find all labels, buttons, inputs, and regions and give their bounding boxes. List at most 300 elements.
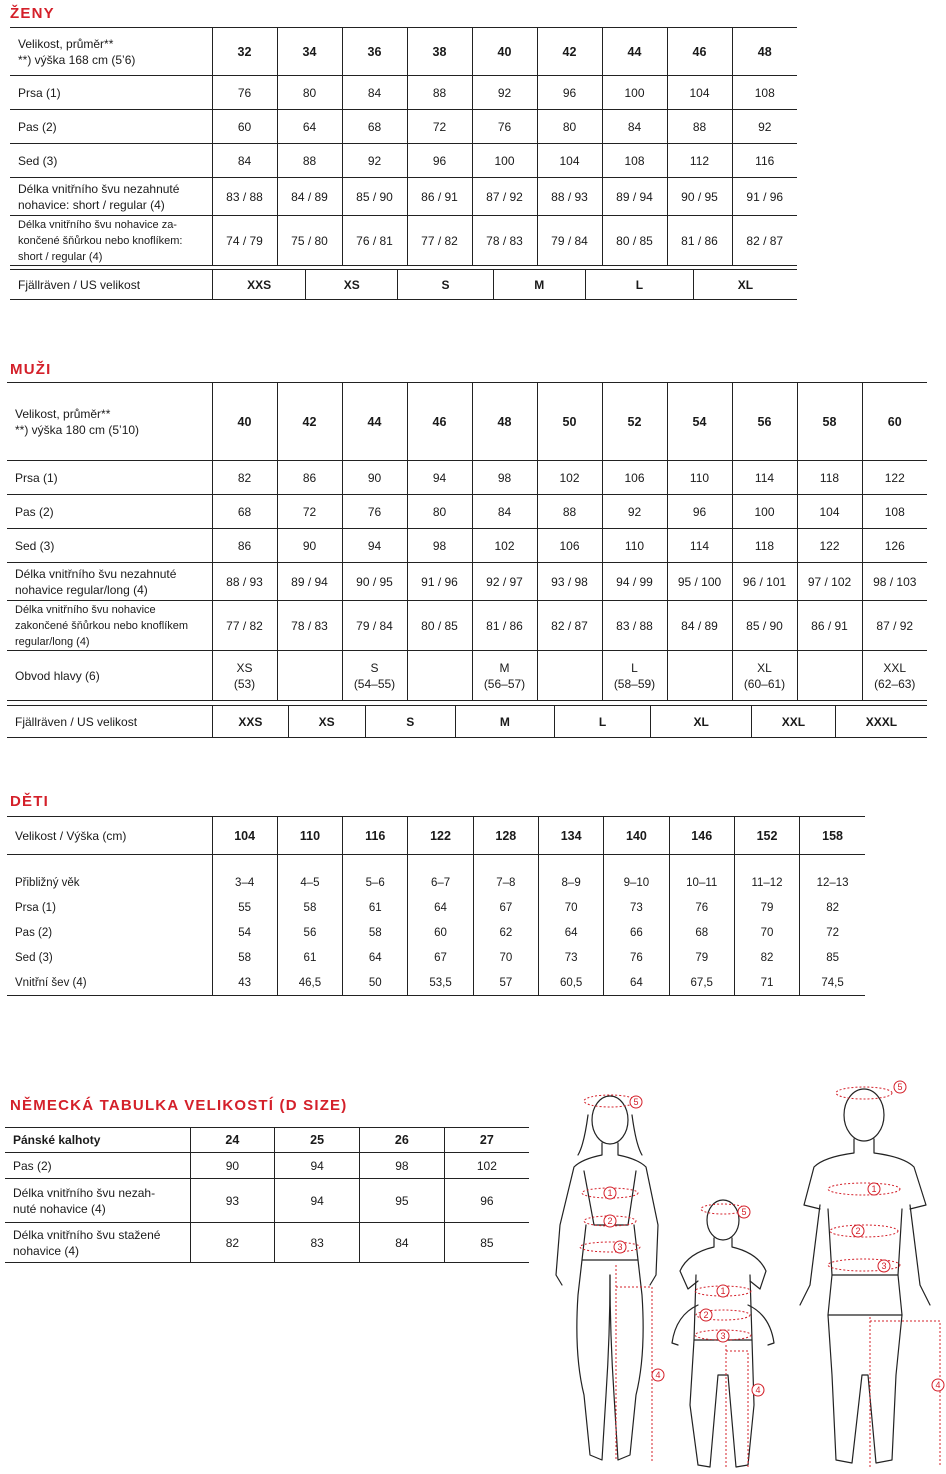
table-row [7, 563, 927, 601]
size-header: 48 [732, 28, 797, 76]
spacer-cell [669, 855, 734, 871]
table-cell: 92 [472, 76, 537, 110]
table-cell [797, 651, 862, 701]
table-cell: 122 [862, 461, 927, 495]
row-label [7, 971, 212, 996]
row-label-line: Prsa (1) [15, 470, 58, 485]
table-row [10, 216, 797, 266]
table-cell: 71 [734, 971, 799, 996]
row-label-line: Vnitřní šev (4) [15, 976, 87, 989]
us-size-label: Fjällräven / US velikost [18, 277, 141, 292]
table-cell: 7–8 [473, 871, 538, 896]
measure-marker-label: 2 [703, 1310, 709, 1320]
table-cell: 85 / 90 [342, 178, 407, 216]
table-cell: 114 [667, 529, 732, 563]
cell-line: (53) [233, 676, 256, 691]
table-cell: 106 [602, 461, 667, 495]
table-cell: 76 [669, 896, 734, 921]
measure-marker-label: 2 [855, 1226, 861, 1236]
table-cell: 58 [343, 921, 408, 946]
row-label [7, 946, 212, 971]
row-label [7, 601, 212, 651]
table-cell: 83 / 88 [212, 178, 277, 216]
table-row [7, 921, 865, 946]
table-cell: 93 / 98 [537, 563, 602, 601]
header-label-line: Pánské kalhoty [13, 1133, 101, 1147]
table-cell: 67,5 [669, 971, 734, 996]
size-header: 140 [604, 817, 669, 855]
row-label-line: Pas (2) [15, 504, 54, 519]
kids-size-table [7, 816, 865, 996]
table-cell: 108 [862, 495, 927, 529]
size-header: 158 [800, 817, 865, 855]
measure-marker-label: 4 [755, 1385, 761, 1395]
row-label-line: končené šňůrkou nebo knoflíkem: [18, 234, 183, 247]
us-size-cell: XS [305, 270, 397, 299]
table-cell [667, 651, 732, 701]
table-cell: 98 [360, 1153, 445, 1179]
row-label-line: Délka vnitřního švu nezah- [13, 1185, 156, 1200]
size-header: 42 [537, 28, 602, 76]
size-header: 52 [602, 383, 667, 461]
cell-line: (62–63) [874, 676, 916, 691]
table-cell: 72 [277, 495, 342, 529]
cell-line: (54–55) [353, 676, 396, 691]
table-cell: 66 [604, 921, 669, 946]
table-cell: 112 [667, 144, 732, 178]
measure-marker-label: 3 [617, 1242, 623, 1252]
measure-marker-label: 5 [741, 1207, 747, 1217]
row-label-line: Pas (2) [13, 1158, 52, 1173]
size-header: 134 [538, 817, 603, 855]
table-cell: 81 / 86 [667, 216, 732, 266]
table-row [7, 971, 865, 996]
spacer-cell [7, 855, 212, 871]
table-cell [407, 651, 472, 701]
header-label [5, 1128, 190, 1153]
header-label-line: **) výška 168 cm (5’6) [18, 52, 136, 67]
header-label [7, 383, 212, 461]
size-header: 36 [342, 28, 407, 76]
us-size-cell: M [493, 270, 585, 299]
us-size-cell: S [397, 270, 492, 299]
us-size-cell: XXL [751, 706, 835, 737]
table-cell: 86 [277, 461, 342, 495]
table-cell: 82 [800, 896, 865, 921]
table-cell: 79 [734, 896, 799, 921]
german-size-table [5, 1127, 529, 1263]
table-cell: 43 [212, 971, 277, 996]
table-cell: 85 [800, 946, 865, 971]
row-label-line: Délka vnitřního švu nezahnuté [18, 181, 180, 196]
table-cell: 60,5 [538, 971, 603, 996]
table-cell [537, 651, 602, 701]
table-cell [277, 651, 342, 701]
row-label [7, 651, 212, 701]
cell-line: M [499, 660, 510, 675]
table-cell: 82 / 87 [732, 216, 797, 266]
table-cell: 102 [537, 461, 602, 495]
table-cell: 88 / 93 [212, 563, 277, 601]
table-cell: 64 [538, 921, 603, 946]
table-cell: 110 [667, 461, 732, 495]
us-size-cell: S [365, 706, 455, 737]
table-cell: 98 [472, 461, 537, 495]
measure-marker-label: 5 [897, 1082, 903, 1092]
us-size-cell: XL [650, 706, 751, 737]
table-cell: 76 / 81 [342, 216, 407, 266]
table-cell: 58 [212, 946, 277, 971]
us-size-cell: XXS [212, 706, 288, 737]
table-cell: 82 [734, 946, 799, 971]
table-cell: 84 [360, 1223, 445, 1263]
spacer-cell [343, 855, 408, 871]
table-cell: 100 [602, 76, 667, 110]
table-row [7, 529, 927, 563]
table-cell: 90 [277, 529, 342, 563]
row-label-line: nohavice: short / regular (4) [18, 197, 165, 212]
table-cell: 84 [472, 495, 537, 529]
table-cell: 70 [734, 921, 799, 946]
table-cell: 97 / 102 [797, 563, 862, 601]
table-cell: 90 / 95 [667, 178, 732, 216]
table-cell: 88 [537, 495, 602, 529]
table-cell: 77 / 82 [212, 601, 277, 651]
size-header: 40 [212, 383, 277, 461]
table-cell: 70 [538, 896, 603, 921]
us-size-cell: L [554, 706, 650, 737]
table-cell: 88 [277, 144, 342, 178]
row-label-line: Délka vnitřního švu stažené [13, 1227, 161, 1242]
header-label-line: **) výška 180 cm (5’10) [15, 422, 140, 437]
table-cell: 102 [444, 1153, 529, 1179]
table-cell: 100 [732, 495, 797, 529]
row-label-line: Sed (3) [15, 538, 55, 553]
table-cell: 92 [732, 110, 797, 144]
row-label-line: nuté nohavice (4) [13, 1201, 106, 1216]
table-cell [212, 651, 277, 701]
table-cell: 104 [537, 144, 602, 178]
table-row [5, 1153, 529, 1179]
table-cell: 91 / 96 [732, 178, 797, 216]
women-us-size-row [10, 269, 797, 300]
size-header: 46 [407, 383, 472, 461]
row-label-line: zakončené šňůrkou nebo knoflíkem [15, 619, 189, 632]
row-label [10, 144, 212, 178]
table-cell: 91 / 96 [407, 563, 472, 601]
table-cell: 84 / 89 [277, 178, 342, 216]
size-header: 58 [797, 383, 862, 461]
kids-title: DĚTI [10, 793, 49, 810]
table-cell: 88 [667, 110, 732, 144]
table-cell: 85 / 90 [732, 601, 797, 651]
spacer-cell [473, 855, 538, 871]
row-label [5, 1223, 190, 1263]
table-cell: 55 [212, 896, 277, 921]
row-label-line: nohavice regular/long (4) [15, 582, 148, 597]
us-size-label: Fjällräven / US velikost [15, 714, 138, 729]
header-row [7, 817, 865, 855]
spacer-cell [734, 855, 799, 871]
size-header: 32 [212, 28, 277, 76]
spacer-cell [212, 855, 277, 871]
table-cell: 118 [797, 461, 862, 495]
measurement-figures [548, 1075, 946, 1474]
size-header: 24 [190, 1128, 275, 1153]
row-label [7, 495, 212, 529]
size-header: 48 [472, 383, 537, 461]
measure-marker-label: 1 [720, 1286, 726, 1296]
table-cell: 90 [342, 461, 407, 495]
size-header: 38 [407, 28, 472, 76]
row-label-line: Přibližný věk [15, 877, 80, 889]
spacer-cell [277, 855, 342, 871]
row-label-line: short / regular (4) [18, 250, 103, 263]
row-label-line: Pas (2) [18, 119, 57, 134]
table-cell: 12–13 [800, 871, 865, 896]
table-cell: 8–9 [538, 871, 603, 896]
row-label [5, 1153, 190, 1179]
table-cell: 61 [343, 896, 408, 921]
table-cell: 72 [800, 921, 865, 946]
size-header: 122 [408, 817, 473, 855]
table-row [7, 896, 865, 921]
row-label-line: Sed (3) [15, 952, 53, 964]
table-cell: 61 [277, 946, 342, 971]
measure-marker-label: 1 [871, 1184, 877, 1194]
table-cell: 74 / 79 [212, 216, 277, 266]
measure-marker-label: 4 [655, 1370, 661, 1380]
spacer-cell [538, 855, 603, 871]
size-header: 60 [862, 383, 927, 461]
men-size-table [7, 382, 927, 701]
size-header: 146 [669, 817, 734, 855]
table-cell: 50 [343, 971, 408, 996]
table-cell: 102 [472, 529, 537, 563]
measure-marker-label: 5 [633, 1097, 639, 1107]
table-cell: 98 [407, 529, 472, 563]
table-cell: 104 [667, 76, 732, 110]
table-cell: 82 / 87 [537, 601, 602, 651]
table-cell: 80 [407, 495, 472, 529]
head-circumference-row [7, 651, 927, 701]
table-cell: 87 / 92 [472, 178, 537, 216]
row-label [10, 178, 212, 216]
size-header: 44 [342, 383, 407, 461]
table-cell [472, 651, 537, 701]
table-cell: 62 [473, 921, 538, 946]
table-cell: 80 / 85 [602, 216, 667, 266]
table-cell: 88 / 93 [537, 178, 602, 216]
table-row [5, 1223, 529, 1263]
row-label [7, 529, 212, 563]
table-cell: 76 [212, 76, 277, 110]
header-label [7, 817, 212, 855]
table-cell: 96 / 101 [732, 563, 797, 601]
table-cell: 84 [342, 76, 407, 110]
measure-marker-label: 3 [881, 1261, 887, 1271]
table-cell: 95 [360, 1179, 445, 1223]
table-cell: 92 [342, 144, 407, 178]
table-cell: 84 / 89 [667, 601, 732, 651]
cell-line: (56–57) [483, 676, 526, 691]
table-cell: 106 [537, 529, 602, 563]
header-label-line: Velikost / Výška (cm) [15, 828, 127, 843]
table-cell: 100 [472, 144, 537, 178]
table-cell: 64 [604, 971, 669, 996]
row-label [10, 110, 212, 144]
table-cell: 94 [275, 1153, 360, 1179]
table-cell: 86 [212, 529, 277, 563]
table-cell: 94 [342, 529, 407, 563]
table-cell: 72 [407, 110, 472, 144]
us-size-cell: XS [288, 706, 365, 737]
row-label-line: Prsa (1) [18, 85, 61, 100]
size-header: 34 [277, 28, 342, 76]
row-label [7, 921, 212, 946]
table-cell: 80 / 85 [407, 601, 472, 651]
cell-line: XXL [883, 660, 907, 675]
row-label [7, 563, 212, 601]
table-cell [862, 651, 927, 701]
row-label [7, 461, 212, 495]
size-header: 46 [667, 28, 732, 76]
cell-line: XS [236, 660, 253, 675]
table-row [10, 110, 797, 144]
table-cell: 75 / 80 [277, 216, 342, 266]
women-size-table [10, 27, 797, 266]
table-cell: 96 [444, 1179, 529, 1223]
cell-line: XL [757, 660, 772, 675]
table-cell: 68 [669, 921, 734, 946]
table-cell: 54 [212, 921, 277, 946]
size-header: 56 [732, 383, 797, 461]
women-title: ŽENY [10, 5, 55, 22]
table-cell: 4–5 [277, 871, 342, 896]
table-cell: 46,5 [277, 971, 342, 996]
size-header: 128 [473, 817, 538, 855]
table-row [5, 1179, 529, 1223]
size-header: 104 [212, 817, 277, 855]
table-cell: 73 [538, 946, 603, 971]
row-label [7, 871, 212, 896]
table-cell: 80 [537, 110, 602, 144]
table-cell: 78 / 83 [472, 216, 537, 266]
us-size-cell: M [455, 706, 554, 737]
header-row [10, 28, 797, 76]
row-label [10, 76, 212, 110]
us-size-cell: L [585, 270, 693, 299]
row-label [10, 216, 212, 266]
table-cell: 53,5 [408, 971, 473, 996]
table-cell: 10–11 [669, 871, 734, 896]
row-label-line: Délka vnitřního švu nohavice [15, 603, 156, 616]
table-cell: 84 [212, 144, 277, 178]
us-size-cell: XXXL [835, 706, 927, 737]
table-cell: 64 [408, 896, 473, 921]
table-cell: 96 [537, 76, 602, 110]
table-cell: 5–6 [343, 871, 408, 896]
measure-marker-label: 4 [935, 1380, 941, 1390]
table-cell: 57 [473, 971, 538, 996]
size-header: 25 [275, 1128, 360, 1153]
table-cell: 9–10 [604, 871, 669, 896]
table-cell: 68 [342, 110, 407, 144]
table-cell: 126 [862, 529, 927, 563]
table-cell: 96 [407, 144, 472, 178]
table-cell [732, 651, 797, 701]
table-cell: 81 / 86 [472, 601, 537, 651]
table-cell: 88 [407, 76, 472, 110]
table-cell: 76 [472, 110, 537, 144]
table-cell: 87 / 92 [862, 601, 927, 651]
table-cell: 70 [473, 946, 538, 971]
table-cell: 77 / 82 [407, 216, 472, 266]
size-header: 116 [343, 817, 408, 855]
row-label-line: Obvod hlavy (6) [15, 668, 100, 683]
table-cell: 94 / 99 [602, 563, 667, 601]
table-cell [342, 651, 407, 701]
table-cell: 76 [604, 946, 669, 971]
table-cell: 83 / 88 [602, 601, 667, 651]
table-cell [602, 651, 667, 701]
us-size-cell: XL [693, 270, 797, 299]
row-label [5, 1179, 190, 1223]
spacer-cell [408, 855, 473, 871]
size-header: 42 [277, 383, 342, 461]
header-row [5, 1128, 529, 1153]
row-label-line: Sed (3) [18, 153, 58, 168]
table-cell: 64 [277, 110, 342, 144]
table-cell: 60 [212, 110, 277, 144]
table-cell: 68 [212, 495, 277, 529]
table-cell: 64 [343, 946, 408, 971]
table-cell: 84 [602, 110, 667, 144]
table-row [10, 76, 797, 110]
german-title: NĚMECKÁ TABULKA VELIKOSTÍ (D SIZE) [10, 1097, 348, 1114]
table-cell: 98 / 103 [862, 563, 927, 601]
table-row [7, 495, 927, 529]
table-cell: 86 / 91 [407, 178, 472, 216]
size-header: 44 [602, 28, 667, 76]
size-header: 54 [667, 383, 732, 461]
measure-marker-label: 3 [720, 1331, 726, 1341]
header-label-line: Velikost, průměr** [15, 406, 111, 421]
table-row [10, 178, 797, 216]
table-cell: 79 / 84 [537, 216, 602, 266]
table-cell: 83 [275, 1223, 360, 1263]
table-row [10, 144, 797, 178]
row-label-line: Délka vnitřního švu nezahnuté [15, 566, 177, 581]
size-header: 50 [537, 383, 602, 461]
table-cell: 90 [190, 1153, 275, 1179]
men-us-size-row [7, 705, 927, 738]
woman-figure [556, 1096, 661, 1460]
table-cell: 94 [275, 1179, 360, 1223]
cell-line: (58–59) [613, 676, 656, 691]
table-row [7, 946, 865, 971]
table-cell: 96 [667, 495, 732, 529]
size-header: 27 [444, 1128, 529, 1153]
table-cell: 108 [602, 144, 667, 178]
table-row [7, 461, 927, 495]
header-label [10, 28, 212, 76]
table-cell: 80 [277, 76, 342, 110]
row-label-line: Délka vnitřního švu nohavice za- [18, 218, 177, 231]
row-label [7, 896, 212, 921]
table-cell: 92 [602, 495, 667, 529]
table-cell: 114 [732, 461, 797, 495]
